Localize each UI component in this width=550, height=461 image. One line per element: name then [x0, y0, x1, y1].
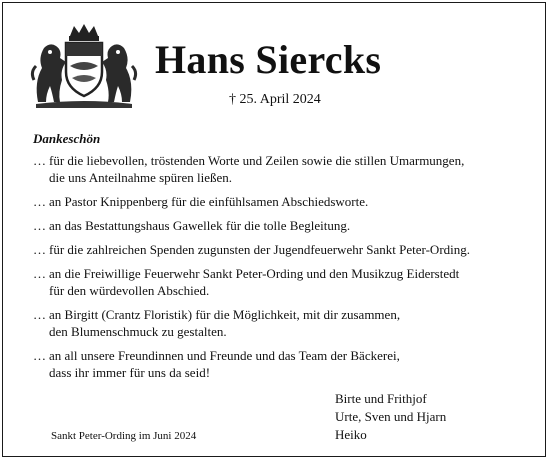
signer: Urte, Sven und Hjarn — [335, 409, 447, 424]
list-item — [33, 306, 533, 340]
deceased-name: Hans Siercks — [155, 37, 382, 82]
item-line: an das Bestattungshaus Gawellek für die tolle Begleitung. — [49, 218, 351, 233]
ellipsis-bullet: … — [33, 242, 46, 257]
ellipsis-bullet: … — [33, 307, 46, 322]
thanks-heading: Dankeschön — [33, 131, 101, 146]
item-line: den Blumenschmuck zu gestalten. — [49, 324, 227, 339]
list-item — [33, 347, 533, 381]
signers — [335, 390, 446, 444]
signer: Birte und Frithjof — [335, 391, 427, 406]
item-line: an Birgitt (Crantz Floristik) für die Möglichkeit, mit dir zusammen, — [49, 307, 401, 322]
list-item — [33, 265, 533, 299]
place-and-date: Sankt Peter-Ording im Juni 2024 — [51, 430, 197, 442]
ellipsis-bullet: … — [33, 218, 46, 233]
item-line: für die liebevollen, tröstenden Worte und Zeilen sowie die stillen Umarmungen, — [49, 153, 465, 168]
list-item — [33, 152, 533, 186]
list-item — [33, 193, 533, 210]
item-line: an all unsere Freundinnen und Freunde und das Team der Bäckerei, — [49, 348, 400, 363]
item-line: an Pastor Knippenberg für die einfühlsamen Abschiedsworte. — [49, 194, 369, 209]
item-line: an die Freiwillige Feuerwehr Sankt Peter-Ording und den Musikzug Eiderstedt — [49, 266, 460, 281]
signer: Heiko — [335, 427, 367, 442]
coat-of-arms-icon — [30, 22, 138, 110]
thanks-list — [33, 152, 533, 388]
ellipsis-bullet: … — [33, 153, 46, 168]
item-line: für den würdevollen Abschied. — [49, 283, 210, 298]
ellipsis-bullet: … — [33, 266, 46, 281]
item-line: die uns Anteilnahme spüren ließen. — [49, 170, 233, 185]
item-line: für die zahlreichen Spenden zugunsten der Jugendfeuerwehr Sankt Peter-Ording. — [49, 242, 471, 257]
death-date: † 25. April 2024 — [229, 92, 321, 107]
list-item — [33, 217, 533, 234]
ellipsis-bullet: … — [33, 348, 46, 363]
ellipsis-bullet: … — [33, 194, 46, 209]
list-item — [33, 241, 533, 258]
item-line: dass ihr immer für uns da seid! — [49, 365, 211, 380]
